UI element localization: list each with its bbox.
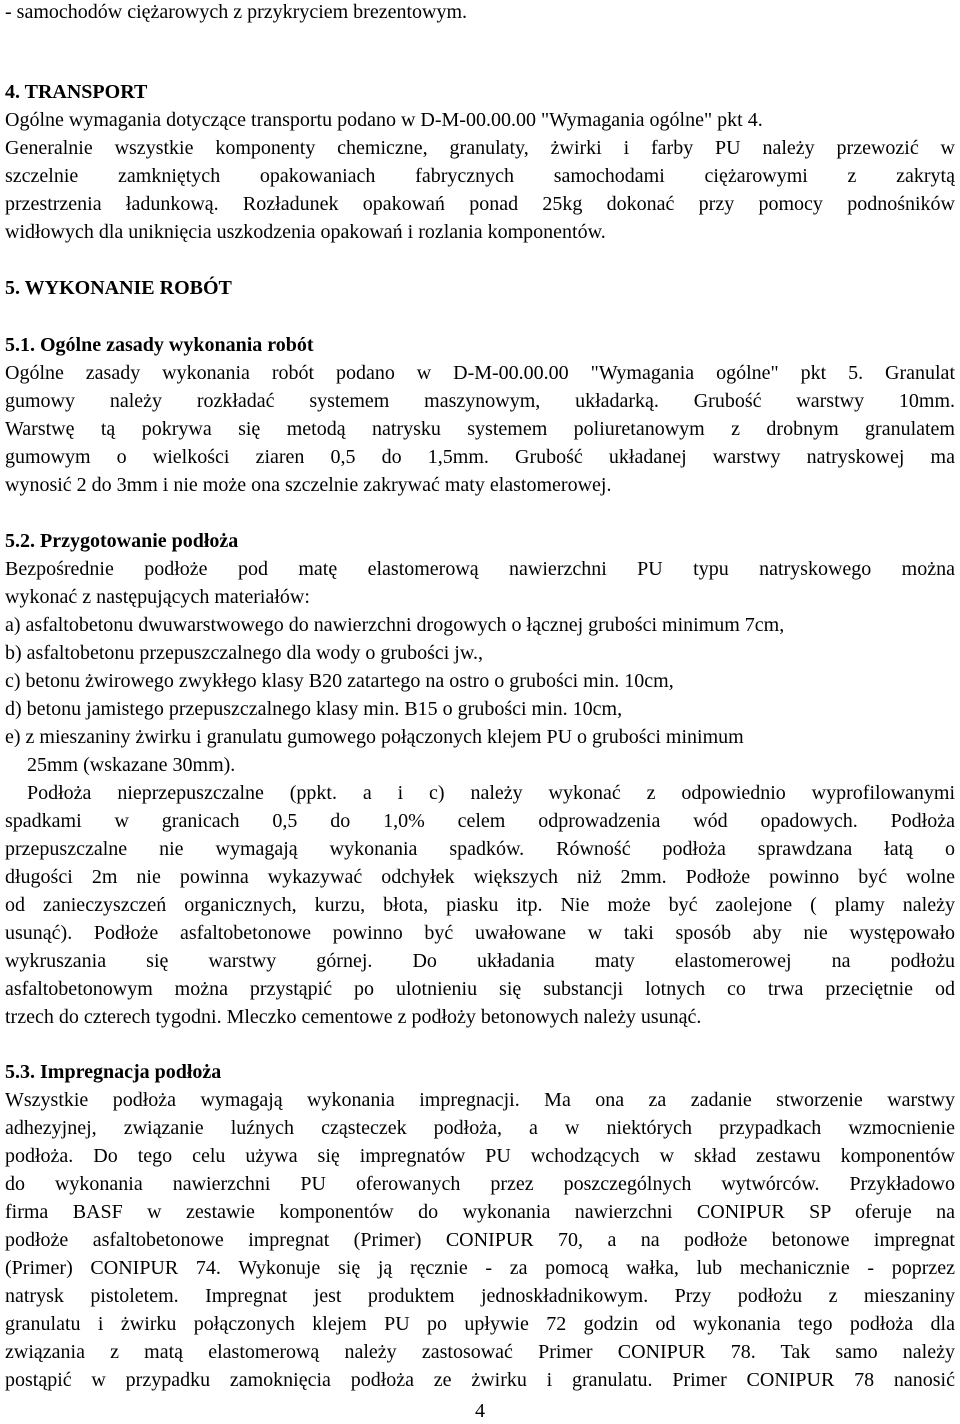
paragraph-line: (Primer) CONIPUR 74. Wykonuje się ją ręcznie - za pomocą wałka, lub mechanicznie - poprzez xyxy=(5,1257,955,1279)
paragraph-line: asfaltobetonowym można przystąpić po ulotnieniu się substancji lotnych co trwa przeciętnie od xyxy=(5,978,955,1000)
section-5-3 xyxy=(5,1058,955,1394)
paragraph-line: przepuszczalne nie wymagają wykonania spadków. Równość podłoża sprawdzana łatą o xyxy=(5,838,955,860)
intro-line: - samochodów ciężarowych z przykryciem brezentowym. xyxy=(5,1,468,23)
list-item: c) betonu żwirowego zwykłego klasy B20 zatartego na ostro o grubości min. 10cm, xyxy=(5,670,674,692)
paragraph-line: Wszystkie podłoża wymagają wykonania impregnacji. Ma ona za zadanie stworzenie warstwy xyxy=(5,1089,955,1111)
list-item: a) asfaltobetonu dwuwarstwowego do nawierzchni drogowych o łącznej grubości minimum 7cm, xyxy=(5,614,785,636)
paragraph-line: Ogólne wymagania dotyczące transportu podano w D-M-00.00.00 "Wymagania ogólne" pkt 4. xyxy=(5,109,763,131)
paragraph-line: natrysk pistoletem. Impregnat jest produktem jednoskładnikowym. Przy podłożu z mieszaniny xyxy=(5,1285,955,1307)
section5 xyxy=(5,274,955,302)
paragraph-line: adhezyjnej, związanie luźnych cząsteczek podłoża, a w niektórych przypadkach wzmocnienie xyxy=(5,1117,955,1139)
paragraph-line: spadkami w granicach 0,5 do 1,0% celem odprowadzenia wód opadowych. Podłoża xyxy=(5,810,955,832)
paragraph-line: Podłoża nieprzepuszczalne (ppkt. a i c) należy wykonać z odpowiednio wyprofilowanymi xyxy=(27,782,955,804)
section-5-3-heading: 5.3. Impregnacja podłoża xyxy=(5,1061,222,1083)
paragraph-line: Generalnie wszystkie komponenty chemiczne, granulaty, żwirki i farby PU należy przewozić w xyxy=(5,137,955,159)
list-item: b) asfaltobetonu przepuszczalnego dla wody o grubości jw., xyxy=(5,642,483,664)
paragraph-line: podłoża. Do tego celu używa się impregnatów PU wchodzących w skład zestawu komponentów xyxy=(5,1145,955,1167)
paragraph-line: gumowym o wielkości ziaren 0,5 do 1,5mm. Grubość układanej warstwy natryskowej ma xyxy=(5,446,955,468)
paragraph-line: długości 2m nie powinna wykazywać odchyłek większych niż 2mm. Podłoże powinno być wolne xyxy=(5,866,955,888)
paragraph-line: Warstwę tą pokrywa się metodą natrysku systemem poliuretanowym z drobnym granulatem xyxy=(5,418,955,440)
section-5-2-heading: 5.2. Przygotowanie podłoża xyxy=(5,530,239,552)
intro-line-block xyxy=(5,0,955,26)
paragraph-line: gumowy należy rozkładać systemem maszynowym, układarką. Grubość warstwy 10mm. xyxy=(5,390,955,412)
paragraph-line: szczelnie zamkniętych opakowaniach fabrycznych samochodami ciężarowymi z zakrytą xyxy=(5,165,955,187)
paragraph-line: związania z matą elastomerową należy zastosować Primer CONIPUR 78. Tak samo należy xyxy=(5,1341,955,1363)
section5-heading: 5. WYKONANIE ROBÓT xyxy=(5,277,232,299)
list-item: e) z mieszaniny żwirku i granulatu gumowego połączonych klejem PU o grubości minimum xyxy=(5,726,744,748)
paragraph-line: wynosić 2 do 3mm i nie może ona szczelnie zakrywać maty elastomerowej. xyxy=(5,474,612,496)
paragraph-line: do wykonania nawierzchni PU oferowanych przez poszczególnych wytwórców. Przykładowo xyxy=(5,1173,955,1195)
paragraph-line: widłowych dla uniknięcia uszkodzenia opakowań i rozlania komponentów. xyxy=(5,221,606,243)
list-item: d) betonu jamistego przepuszczalnego klasy min. B15 o grubości min. 10cm, xyxy=(5,698,623,720)
section-5-1-heading: 5.1. Ogólne zasady wykonania robót xyxy=(5,334,314,356)
paragraph-line: wykruszania się warstwy górnej. Do układania maty elastomerowej na podłożu xyxy=(5,950,955,972)
paragraph-line: postąpić w przypadku zamoknięcia podłoża ze żwirku i granulatu. Primer CONIPUR 78 nanosić xyxy=(5,1369,955,1391)
paragraph-line: Ogólne zasady wykonania robót podano w D-M-00.00.00 "Wymagania ogólne" pkt 5. Granulat xyxy=(5,362,955,384)
list-item-continuation: 25mm (wskazane 30mm). xyxy=(27,754,236,776)
section-5-1 xyxy=(5,331,955,499)
paragraph-line: Bezpośrednie podłoże pod matę elastomerową nawierzchni PU typu natryskowego można xyxy=(5,558,955,580)
transport-heading: 4. TRANSPORT xyxy=(5,81,148,103)
section-5-2 xyxy=(5,527,955,1031)
paragraph-line: usunąć). Podłoże asfaltobetonowe powinno być uwałowane w taki sposób aby nie występowało xyxy=(5,922,955,944)
paragraph-line: trzech do czterech tygodni. Mleczko cementowe z podłoży betonowych należy usunąć. xyxy=(5,1006,702,1028)
paragraph-line: od zanieczyszczeń organicznych, kurzu, błota, piasku itp. Nie może być zaolejone ( plamy należy xyxy=(5,894,955,916)
transport-section xyxy=(5,78,955,246)
paragraph-line: podłoże asfaltobetonowe impregnat (Primer) CONIPUR 70, a na podłoże betonowe impregnat xyxy=(5,1229,955,1251)
page-number: 4 xyxy=(475,1400,485,1422)
paragraph-line: granulatu i żwirku połączonych klejem PU po upływie 72 godzin od wykonania tego podłoża dla xyxy=(5,1313,955,1335)
paragraph-line: przestrzenia ładunkową. Rozładunek opakowań ponad 25kg dokonać przy pomocy podnośników xyxy=(5,193,955,215)
paragraph-line: wykonać z następujących materiałów: xyxy=(5,586,310,608)
paragraph-line: firma BASF w zestawie komponentów do wykonania nawierzchni CONIPUR SP oferuje na xyxy=(5,1201,955,1223)
